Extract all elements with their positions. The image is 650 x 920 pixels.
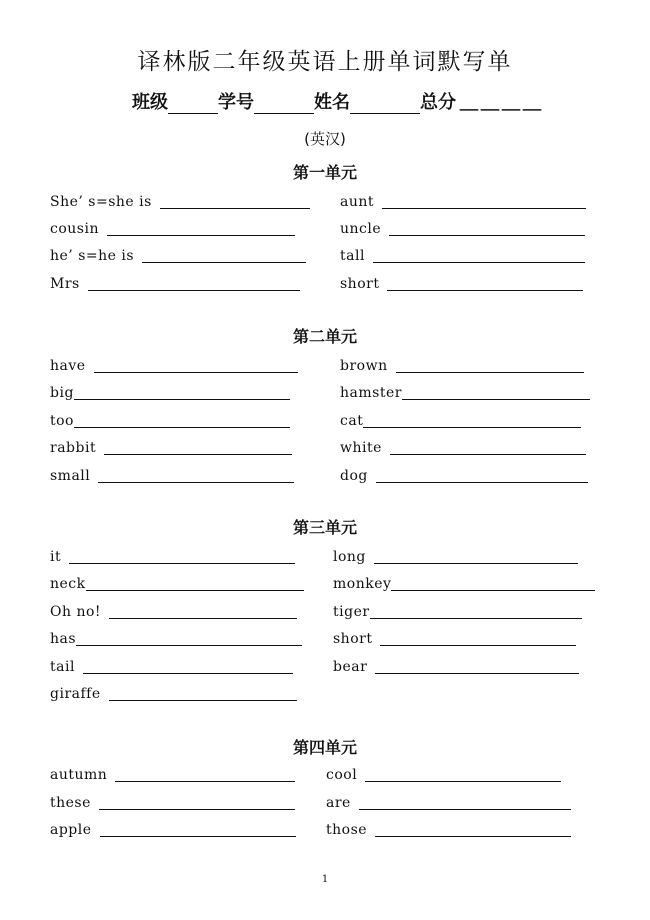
word-label: it xyxy=(50,549,62,565)
answer-line[interactable] xyxy=(74,385,290,400)
word-label: Mrs xyxy=(50,276,80,292)
word-label: aunt xyxy=(340,194,375,210)
word-row xyxy=(50,354,298,374)
answer-line[interactable] xyxy=(69,549,295,564)
word-label: long xyxy=(333,549,366,565)
word-label: bear xyxy=(333,659,368,675)
word-label: autumn xyxy=(50,767,108,783)
word-row xyxy=(50,409,290,429)
word-label: has xyxy=(50,631,77,647)
word-label: these xyxy=(50,795,91,811)
answer-line[interactable] xyxy=(363,413,581,428)
word-label: giraffe xyxy=(50,686,101,702)
word-row xyxy=(50,763,295,783)
word-row xyxy=(50,381,290,401)
answer-line[interactable] xyxy=(88,276,300,291)
word-row xyxy=(340,272,583,292)
word-label: are xyxy=(326,795,351,811)
word-row xyxy=(50,655,293,675)
answer-line[interactable] xyxy=(76,631,302,646)
answer-line[interactable] xyxy=(376,468,588,483)
word-label: those xyxy=(326,822,368,838)
word-label: white xyxy=(340,440,382,456)
word-row xyxy=(333,627,576,647)
answer-line[interactable] xyxy=(370,604,582,619)
word-row xyxy=(340,354,584,374)
answer-line[interactable] xyxy=(94,358,298,373)
answer-line[interactable] xyxy=(109,686,297,701)
word-row xyxy=(340,436,586,456)
name-blank[interactable] xyxy=(350,95,420,114)
word-row xyxy=(326,763,561,783)
answer-line[interactable] xyxy=(115,767,295,782)
word-row xyxy=(340,464,588,484)
answer-line[interactable] xyxy=(391,576,595,591)
word-label: rabbit xyxy=(50,440,97,456)
answer-line[interactable] xyxy=(375,822,571,837)
answer-line[interactable] xyxy=(359,795,571,810)
answer-line[interactable] xyxy=(109,604,297,619)
word-row xyxy=(340,217,585,237)
word-row xyxy=(50,682,297,702)
score-label: 总分 xyxy=(420,92,456,113)
unit-title: 第四单元 xyxy=(292,738,357,757)
answer-line[interactable] xyxy=(365,767,561,782)
word-row xyxy=(50,791,295,811)
word-label: too xyxy=(50,413,74,429)
word-label: he’ s=he is xyxy=(50,248,135,264)
word-label: small xyxy=(50,468,91,484)
subtitle: (英汉) xyxy=(304,130,346,148)
page-title: 译林版二年级英语上册单词默写单 xyxy=(137,49,513,75)
word-row xyxy=(326,818,571,838)
unit-title: 第一单元 xyxy=(292,163,357,182)
unit-title: 第二单元 xyxy=(292,327,357,346)
word-row xyxy=(340,381,590,401)
answer-line[interactable] xyxy=(402,385,590,400)
word-label: tiger xyxy=(333,604,370,620)
word-label: tall xyxy=(340,248,365,264)
answer-line[interactable] xyxy=(98,468,294,483)
word-label: short xyxy=(333,631,373,647)
name-label: 姓名 xyxy=(314,92,350,113)
word-row xyxy=(333,600,582,620)
answer-line[interactable] xyxy=(107,221,295,236)
word-row xyxy=(50,190,310,210)
word-row xyxy=(50,436,292,456)
answer-line[interactable] xyxy=(396,358,584,373)
answer-line[interactable] xyxy=(74,413,290,428)
word-row xyxy=(50,572,304,592)
word-row xyxy=(340,244,585,264)
answer-line[interactable] xyxy=(374,549,578,564)
word-label: apple xyxy=(50,822,92,838)
answer-line[interactable] xyxy=(99,795,295,810)
word-row xyxy=(340,409,581,429)
word-label: big xyxy=(50,385,74,401)
answer-line[interactable] xyxy=(373,248,585,263)
word-row xyxy=(50,600,297,620)
class-label: 班级 xyxy=(132,92,168,113)
word-label: monkey xyxy=(333,576,392,592)
answer-line[interactable] xyxy=(142,248,306,263)
word-row xyxy=(333,572,595,592)
answer-line[interactable] xyxy=(83,659,293,674)
class-blank[interactable] xyxy=(168,95,218,114)
word-row xyxy=(50,464,294,484)
word-row xyxy=(50,627,302,647)
word-label: cool xyxy=(326,767,358,783)
word-label: have xyxy=(50,358,86,374)
word-label: hamster xyxy=(340,385,402,401)
student-info-row xyxy=(132,88,544,114)
answer-line[interactable] xyxy=(390,440,586,455)
answer-line[interactable] xyxy=(86,576,304,591)
word-row xyxy=(326,791,571,811)
word-label: neck xyxy=(50,576,86,592)
word-row xyxy=(50,272,300,292)
number-label: 学号 xyxy=(218,92,254,113)
answer-line[interactable] xyxy=(389,221,585,236)
word-label: dog xyxy=(340,468,368,484)
score-blank[interactable]: ＿＿＿＿ xyxy=(460,92,544,113)
answer-line[interactable] xyxy=(380,631,576,646)
word-label: She’ s=she is xyxy=(50,194,152,210)
number-blank[interactable] xyxy=(254,95,314,114)
word-label: cat xyxy=(340,413,364,429)
word-row xyxy=(333,545,578,565)
word-label: uncle xyxy=(340,221,382,237)
page-number: 1 xyxy=(321,874,329,885)
answer-line[interactable] xyxy=(382,194,586,209)
answer-line[interactable] xyxy=(375,659,579,674)
answer-line[interactable] xyxy=(387,276,583,291)
word-row xyxy=(50,818,296,838)
word-row xyxy=(50,244,306,264)
word-label: cousin xyxy=(50,221,99,237)
word-row xyxy=(50,545,295,565)
answer-line[interactable] xyxy=(104,440,292,455)
word-label: tail xyxy=(50,659,75,675)
word-label: brown xyxy=(340,358,388,374)
answer-line[interactable] xyxy=(160,194,310,209)
unit-title: 第三单元 xyxy=(292,518,357,537)
word-row xyxy=(333,655,579,675)
answer-line[interactable] xyxy=(100,822,296,837)
word-row xyxy=(340,190,586,210)
word-label: short xyxy=(340,276,380,292)
word-row xyxy=(50,217,295,237)
word-label: Oh no! xyxy=(50,604,102,620)
